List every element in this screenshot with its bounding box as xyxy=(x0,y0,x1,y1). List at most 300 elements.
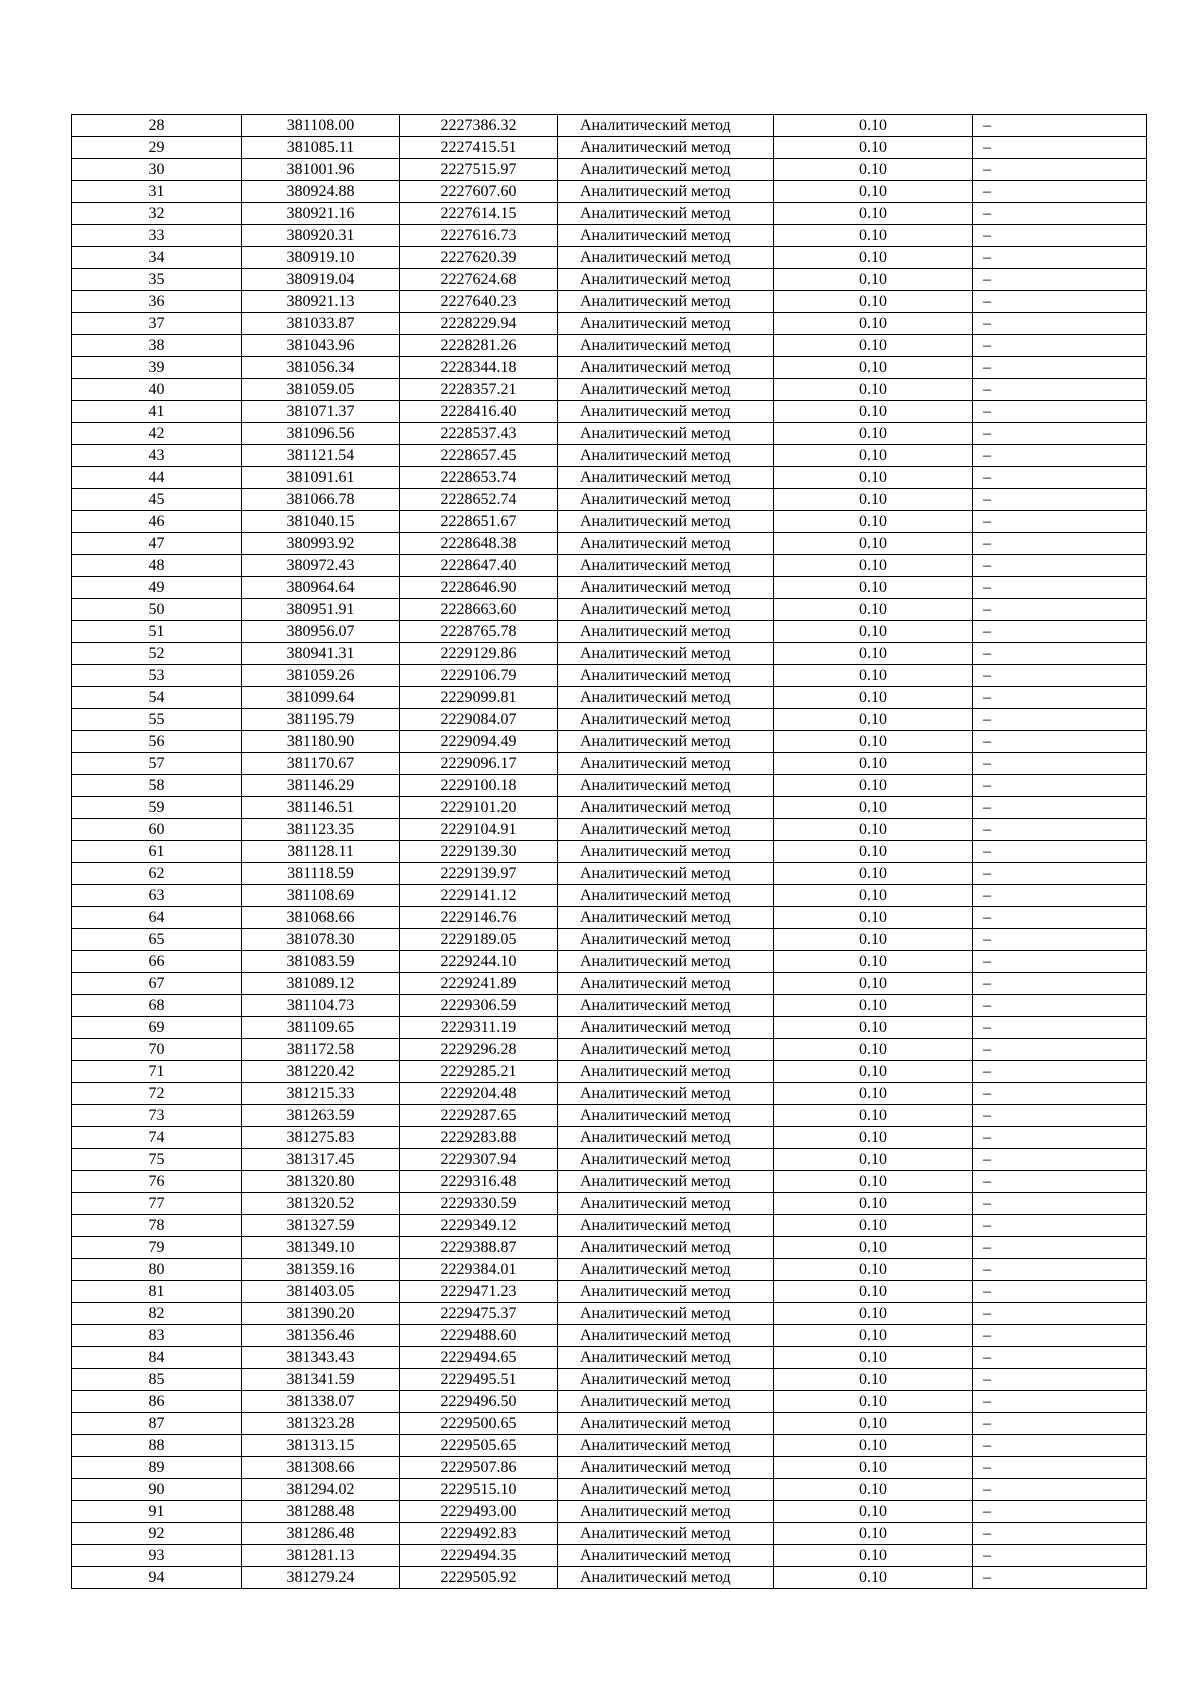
method-cell: Аналитический метод xyxy=(558,1127,774,1149)
note-cell: – xyxy=(973,1391,1147,1413)
y-coordinate-cell: 2228229.94 xyxy=(400,313,558,335)
y-coordinate-cell: 2229189.05 xyxy=(400,929,558,951)
note-cell: – xyxy=(973,269,1147,291)
y-coordinate-cell: 2228537.43 xyxy=(400,423,558,445)
table-row xyxy=(72,1259,1147,1281)
y-coordinate-cell: 2228651.67 xyxy=(400,511,558,533)
table-row xyxy=(72,775,1147,797)
y-coordinate-cell: 2229084.07 xyxy=(400,709,558,731)
table-row xyxy=(72,819,1147,841)
x-coordinate-cell: 381033.87 xyxy=(242,313,400,335)
method-cell: Аналитический метод xyxy=(558,313,774,335)
method-cell: Аналитический метод xyxy=(558,159,774,181)
x-coordinate-cell: 381146.29 xyxy=(242,775,400,797)
table-row xyxy=(72,1479,1147,1501)
x-coordinate-cell: 381286.48 xyxy=(242,1523,400,1545)
point-number-cell: 53 xyxy=(72,665,242,687)
x-coordinate-cell: 381320.52 xyxy=(242,1193,400,1215)
y-coordinate-cell: 2229505.65 xyxy=(400,1435,558,1457)
table-row xyxy=(72,379,1147,401)
x-coordinate-cell: 380951.91 xyxy=(242,599,400,621)
note-cell: – xyxy=(973,885,1147,907)
point-number-cell: 86 xyxy=(72,1391,242,1413)
x-coordinate-cell: 381390.20 xyxy=(242,1303,400,1325)
accuracy-cell: 0.10 xyxy=(774,115,973,137)
accuracy-cell: 0.10 xyxy=(774,797,973,819)
note-cell: – xyxy=(973,797,1147,819)
y-coordinate-cell: 2228357.21 xyxy=(400,379,558,401)
x-coordinate-cell: 381313.15 xyxy=(242,1435,400,1457)
point-number-cell: 77 xyxy=(72,1193,242,1215)
accuracy-cell: 0.10 xyxy=(774,489,973,511)
accuracy-cell: 0.10 xyxy=(774,1281,973,1303)
method-cell: Аналитический метод xyxy=(558,929,774,951)
point-number-cell: 29 xyxy=(72,137,242,159)
method-cell: Аналитический метод xyxy=(558,819,774,841)
point-number-cell: 58 xyxy=(72,775,242,797)
x-coordinate-cell: 380920.31 xyxy=(242,225,400,247)
x-coordinate-cell: 381128.11 xyxy=(242,841,400,863)
y-coordinate-cell: 2228657.45 xyxy=(400,445,558,467)
note-cell: – xyxy=(973,1413,1147,1435)
table-row xyxy=(72,1391,1147,1413)
x-coordinate-cell: 381108.00 xyxy=(242,115,400,137)
table-row xyxy=(72,159,1147,181)
note-cell: – xyxy=(973,1457,1147,1479)
accuracy-cell: 0.10 xyxy=(774,1061,973,1083)
x-coordinate-cell: 381338.07 xyxy=(242,1391,400,1413)
x-coordinate-cell: 381121.54 xyxy=(242,445,400,467)
accuracy-cell: 0.10 xyxy=(774,1325,973,1347)
y-coordinate-cell: 2229388.87 xyxy=(400,1237,558,1259)
note-cell: – xyxy=(973,907,1147,929)
point-number-cell: 69 xyxy=(72,1017,242,1039)
y-coordinate-cell: 2229493.00 xyxy=(400,1501,558,1523)
accuracy-cell: 0.10 xyxy=(774,1369,973,1391)
table-row xyxy=(72,1545,1147,1567)
method-cell: Аналитический метод xyxy=(558,533,774,555)
y-coordinate-cell: 2228765.78 xyxy=(400,621,558,643)
accuracy-cell: 0.10 xyxy=(774,555,973,577)
x-coordinate-cell: 380921.16 xyxy=(242,203,400,225)
note-cell: – xyxy=(973,643,1147,665)
y-coordinate-cell: 2228653.74 xyxy=(400,467,558,489)
y-coordinate-cell: 2228652.74 xyxy=(400,489,558,511)
accuracy-cell: 0.10 xyxy=(774,335,973,357)
method-cell: Аналитический метод xyxy=(558,445,774,467)
y-coordinate-cell: 2229129.86 xyxy=(400,643,558,665)
y-coordinate-cell: 2229471.23 xyxy=(400,1281,558,1303)
x-coordinate-cell: 381323.28 xyxy=(242,1413,400,1435)
x-coordinate-cell: 381349.10 xyxy=(242,1237,400,1259)
x-coordinate-cell: 380972.43 xyxy=(242,555,400,577)
table-row xyxy=(72,973,1147,995)
method-cell: Аналитический метод xyxy=(558,1479,774,1501)
note-cell: – xyxy=(973,731,1147,753)
table-row xyxy=(72,1303,1147,1325)
x-coordinate-cell: 380919.04 xyxy=(242,269,400,291)
method-cell: Аналитический метод xyxy=(558,1281,774,1303)
note-cell: – xyxy=(973,401,1147,423)
point-number-cell: 37 xyxy=(72,313,242,335)
accuracy-cell: 0.10 xyxy=(774,841,973,863)
point-number-cell: 32 xyxy=(72,203,242,225)
note-cell: – xyxy=(973,1347,1147,1369)
y-coordinate-cell: 2229384.01 xyxy=(400,1259,558,1281)
point-number-cell: 72 xyxy=(72,1083,242,1105)
note-cell: – xyxy=(973,665,1147,687)
table-row xyxy=(72,511,1147,533)
accuracy-cell: 0.10 xyxy=(774,445,973,467)
method-cell: Аналитический метод xyxy=(558,291,774,313)
y-coordinate-cell: 2227640.23 xyxy=(400,291,558,313)
accuracy-cell: 0.10 xyxy=(774,1457,973,1479)
table-row xyxy=(72,1523,1147,1545)
note-cell: – xyxy=(973,621,1147,643)
note-cell: – xyxy=(973,115,1147,137)
table-row xyxy=(72,599,1147,621)
point-number-cell: 89 xyxy=(72,1457,242,1479)
method-cell: Аналитический метод xyxy=(558,863,774,885)
table-row xyxy=(72,863,1147,885)
x-coordinate-cell: 381317.45 xyxy=(242,1149,400,1171)
table-row xyxy=(72,1061,1147,1083)
note-cell: – xyxy=(973,203,1147,225)
method-cell: Аналитический метод xyxy=(558,555,774,577)
point-number-cell: 92 xyxy=(72,1523,242,1545)
method-cell: Аналитический метод xyxy=(558,1039,774,1061)
note-cell: – xyxy=(973,973,1147,995)
table-row xyxy=(72,555,1147,577)
note-cell: – xyxy=(973,995,1147,1017)
note-cell: – xyxy=(973,423,1147,445)
table-row xyxy=(72,115,1147,137)
y-coordinate-cell: 2228648.38 xyxy=(400,533,558,555)
table-row xyxy=(72,137,1147,159)
table-row xyxy=(72,313,1147,335)
note-cell: – xyxy=(973,1545,1147,1567)
note-cell: – xyxy=(973,1567,1147,1589)
y-coordinate-cell: 2227415.51 xyxy=(400,137,558,159)
point-number-cell: 49 xyxy=(72,577,242,599)
table-row xyxy=(72,907,1147,929)
accuracy-cell: 0.10 xyxy=(774,577,973,599)
x-coordinate-cell: 381043.96 xyxy=(242,335,400,357)
y-coordinate-cell: 2228663.60 xyxy=(400,599,558,621)
y-coordinate-cell: 2229283.88 xyxy=(400,1127,558,1149)
y-coordinate-cell: 2229204.48 xyxy=(400,1083,558,1105)
point-number-cell: 51 xyxy=(72,621,242,643)
table-row xyxy=(72,1039,1147,1061)
note-cell: – xyxy=(973,445,1147,467)
accuracy-cell: 0.10 xyxy=(774,731,973,753)
x-coordinate-cell: 381275.83 xyxy=(242,1127,400,1149)
method-cell: Аналитический метод xyxy=(558,995,774,1017)
accuracy-cell: 0.10 xyxy=(774,159,973,181)
accuracy-cell: 0.10 xyxy=(774,511,973,533)
note-cell: – xyxy=(973,599,1147,621)
accuracy-cell: 0.10 xyxy=(774,1259,973,1281)
x-coordinate-cell: 381220.42 xyxy=(242,1061,400,1083)
accuracy-cell: 0.10 xyxy=(774,1149,973,1171)
accuracy-cell: 0.10 xyxy=(774,907,973,929)
method-cell: Аналитический метод xyxy=(558,731,774,753)
note-cell: – xyxy=(973,357,1147,379)
note-cell: – xyxy=(973,1501,1147,1523)
table-row xyxy=(72,1127,1147,1149)
accuracy-cell: 0.10 xyxy=(774,379,973,401)
point-number-cell: 87 xyxy=(72,1413,242,1435)
y-coordinate-cell: 2229241.89 xyxy=(400,973,558,995)
y-coordinate-cell: 2227515.97 xyxy=(400,159,558,181)
point-number-cell: 85 xyxy=(72,1369,242,1391)
x-coordinate-cell: 381001.96 xyxy=(242,159,400,181)
accuracy-cell: 0.10 xyxy=(774,181,973,203)
point-number-cell: 60 xyxy=(72,819,242,841)
x-coordinate-cell: 381096.56 xyxy=(242,423,400,445)
table-row xyxy=(72,1567,1147,1589)
x-coordinate-cell: 381059.05 xyxy=(242,379,400,401)
method-cell: Аналитический метод xyxy=(558,181,774,203)
table-row xyxy=(72,1457,1147,1479)
x-coordinate-cell: 381078.30 xyxy=(242,929,400,951)
method-cell: Аналитический метод xyxy=(558,1193,774,1215)
point-number-cell: 68 xyxy=(72,995,242,1017)
point-number-cell: 43 xyxy=(72,445,242,467)
accuracy-cell: 0.10 xyxy=(774,357,973,379)
point-number-cell: 91 xyxy=(72,1501,242,1523)
y-coordinate-cell: 2229296.28 xyxy=(400,1039,558,1061)
x-coordinate-cell: 381359.16 xyxy=(242,1259,400,1281)
y-coordinate-cell: 2229494.35 xyxy=(400,1545,558,1567)
method-cell: Аналитический метод xyxy=(558,203,774,225)
table-row xyxy=(72,291,1147,313)
point-number-cell: 55 xyxy=(72,709,242,731)
point-number-cell: 73 xyxy=(72,1105,242,1127)
table-row xyxy=(72,1435,1147,1457)
table-row xyxy=(72,401,1147,423)
x-coordinate-cell: 381308.66 xyxy=(242,1457,400,1479)
x-coordinate-cell: 381104.73 xyxy=(242,995,400,1017)
x-coordinate-cell: 381108.69 xyxy=(242,885,400,907)
note-cell: – xyxy=(973,511,1147,533)
table-row xyxy=(72,1215,1147,1237)
table-row xyxy=(72,357,1147,379)
table-row xyxy=(72,709,1147,731)
method-cell: Аналитический метод xyxy=(558,379,774,401)
y-coordinate-cell: 2227624.68 xyxy=(400,269,558,291)
method-cell: Аналитический метод xyxy=(558,775,774,797)
accuracy-cell: 0.10 xyxy=(774,687,973,709)
y-coordinate-cell: 2229285.21 xyxy=(400,1061,558,1083)
accuracy-cell: 0.10 xyxy=(774,291,973,313)
method-cell: Аналитический метод xyxy=(558,687,774,709)
note-cell: – xyxy=(973,137,1147,159)
point-number-cell: 65 xyxy=(72,929,242,951)
note-cell: – xyxy=(973,1523,1147,1545)
point-number-cell: 47 xyxy=(72,533,242,555)
table-row xyxy=(72,467,1147,489)
x-coordinate-cell: 380956.07 xyxy=(242,621,400,643)
note-cell: – xyxy=(973,709,1147,731)
method-cell: Аналитический метод xyxy=(558,885,774,907)
method-cell: Аналитический метод xyxy=(558,1171,774,1193)
y-coordinate-cell: 2228344.18 xyxy=(400,357,558,379)
method-cell: Аналитический метод xyxy=(558,247,774,269)
x-coordinate-cell: 381040.15 xyxy=(242,511,400,533)
table-row xyxy=(72,665,1147,687)
accuracy-cell: 0.10 xyxy=(774,1017,973,1039)
note-cell: – xyxy=(973,929,1147,951)
x-coordinate-cell: 381343.43 xyxy=(242,1347,400,1369)
y-coordinate-cell: 2227386.32 xyxy=(400,115,558,137)
method-cell: Аналитический метод xyxy=(558,1105,774,1127)
table-row xyxy=(72,995,1147,1017)
method-cell: Аналитический метод xyxy=(558,1413,774,1435)
table-row xyxy=(72,1413,1147,1435)
table-row xyxy=(72,533,1147,555)
method-cell: Аналитический метод xyxy=(558,1061,774,1083)
method-cell: Аналитический метод xyxy=(558,753,774,775)
accuracy-cell: 0.10 xyxy=(774,269,973,291)
accuracy-cell: 0.10 xyxy=(774,995,973,1017)
y-coordinate-cell: 2229496.50 xyxy=(400,1391,558,1413)
accuracy-cell: 0.10 xyxy=(774,1479,973,1501)
point-number-cell: 39 xyxy=(72,357,242,379)
method-cell: Аналитический метод xyxy=(558,1391,774,1413)
method-cell: Аналитический метод xyxy=(558,1237,774,1259)
accuracy-cell: 0.10 xyxy=(774,1083,973,1105)
point-number-cell: 59 xyxy=(72,797,242,819)
note-cell: – xyxy=(973,819,1147,841)
method-cell: Аналитический метод xyxy=(558,1325,774,1347)
method-cell: Аналитический метод xyxy=(558,1149,774,1171)
table-row xyxy=(72,1347,1147,1369)
method-cell: Аналитический метод xyxy=(558,467,774,489)
point-number-cell: 31 xyxy=(72,181,242,203)
note-cell: – xyxy=(973,1149,1147,1171)
x-coordinate-cell: 381068.66 xyxy=(242,907,400,929)
note-cell: – xyxy=(973,1061,1147,1083)
point-number-cell: 84 xyxy=(72,1347,242,1369)
note-cell: – xyxy=(973,1215,1147,1237)
x-coordinate-cell: 381281.13 xyxy=(242,1545,400,1567)
note-cell: – xyxy=(973,775,1147,797)
table-row xyxy=(72,335,1147,357)
accuracy-cell: 0.10 xyxy=(774,423,973,445)
note-cell: – xyxy=(973,291,1147,313)
accuracy-cell: 0.10 xyxy=(774,1105,973,1127)
accuracy-cell: 0.10 xyxy=(774,1237,973,1259)
accuracy-cell: 0.10 xyxy=(774,819,973,841)
note-cell: – xyxy=(973,1303,1147,1325)
table-row xyxy=(72,1193,1147,1215)
y-coordinate-cell: 2229492.83 xyxy=(400,1523,558,1545)
method-cell: Аналитический метод xyxy=(558,423,774,445)
x-coordinate-cell: 381320.80 xyxy=(242,1171,400,1193)
x-coordinate-cell: 381083.59 xyxy=(242,951,400,973)
point-number-cell: 38 xyxy=(72,335,242,357)
point-number-cell: 64 xyxy=(72,907,242,929)
coordinates-table xyxy=(71,114,1147,1589)
x-coordinate-cell: 381085.11 xyxy=(242,137,400,159)
table-row xyxy=(72,225,1147,247)
accuracy-cell: 0.10 xyxy=(774,533,973,555)
y-coordinate-cell: 2229244.10 xyxy=(400,951,558,973)
x-coordinate-cell: 380919.10 xyxy=(242,247,400,269)
y-coordinate-cell: 2229094.49 xyxy=(400,731,558,753)
y-coordinate-cell: 2229307.94 xyxy=(400,1149,558,1171)
accuracy-cell: 0.10 xyxy=(774,225,973,247)
point-number-cell: 54 xyxy=(72,687,242,709)
method-cell: Аналитический метод xyxy=(558,1435,774,1457)
point-number-cell: 75 xyxy=(72,1149,242,1171)
table-row xyxy=(72,269,1147,291)
note-cell: – xyxy=(973,533,1147,555)
table-row xyxy=(72,181,1147,203)
x-coordinate-cell: 381279.24 xyxy=(242,1567,400,1589)
x-coordinate-cell: 380964.64 xyxy=(242,577,400,599)
point-number-cell: 30 xyxy=(72,159,242,181)
accuracy-cell: 0.10 xyxy=(774,973,973,995)
note-cell: – xyxy=(973,1435,1147,1457)
x-coordinate-cell: 381123.35 xyxy=(242,819,400,841)
note-cell: – xyxy=(973,1105,1147,1127)
method-cell: Аналитический метод xyxy=(558,709,774,731)
table-row xyxy=(72,885,1147,907)
table-row xyxy=(72,203,1147,225)
y-coordinate-cell: 2229330.59 xyxy=(400,1193,558,1215)
note-cell: – xyxy=(973,863,1147,885)
x-coordinate-cell: 381195.79 xyxy=(242,709,400,731)
y-coordinate-cell: 2227616.73 xyxy=(400,225,558,247)
accuracy-cell: 0.10 xyxy=(774,313,973,335)
point-number-cell: 78 xyxy=(72,1215,242,1237)
note-cell: – xyxy=(973,467,1147,489)
table-row xyxy=(72,1369,1147,1391)
x-coordinate-cell: 381091.61 xyxy=(242,467,400,489)
y-coordinate-cell: 2229099.81 xyxy=(400,687,558,709)
y-coordinate-cell: 2229139.97 xyxy=(400,863,558,885)
point-number-cell: 94 xyxy=(72,1567,242,1589)
y-coordinate-cell: 2229287.65 xyxy=(400,1105,558,1127)
method-cell: Аналитический метод xyxy=(558,489,774,511)
accuracy-cell: 0.10 xyxy=(774,1523,973,1545)
point-number-cell: 66 xyxy=(72,951,242,973)
y-coordinate-cell: 2229104.91 xyxy=(400,819,558,841)
accuracy-cell: 0.10 xyxy=(774,599,973,621)
table-row xyxy=(72,731,1147,753)
note-cell: – xyxy=(973,555,1147,577)
method-cell: Аналитический метод xyxy=(558,577,774,599)
x-coordinate-cell: 381263.59 xyxy=(242,1105,400,1127)
accuracy-cell: 0.10 xyxy=(774,1567,973,1589)
y-coordinate-cell: 2228416.40 xyxy=(400,401,558,423)
table-row xyxy=(72,1237,1147,1259)
x-coordinate-cell: 381059.26 xyxy=(242,665,400,687)
accuracy-cell: 0.10 xyxy=(774,203,973,225)
point-number-cell: 34 xyxy=(72,247,242,269)
note-cell: – xyxy=(973,577,1147,599)
x-coordinate-cell: 380921.13 xyxy=(242,291,400,313)
point-number-cell: 71 xyxy=(72,1061,242,1083)
accuracy-cell: 0.10 xyxy=(774,621,973,643)
table-row xyxy=(72,753,1147,775)
y-coordinate-cell: 2229488.60 xyxy=(400,1325,558,1347)
note-cell: – xyxy=(973,1369,1147,1391)
accuracy-cell: 0.10 xyxy=(774,951,973,973)
y-coordinate-cell: 2229500.65 xyxy=(400,1413,558,1435)
